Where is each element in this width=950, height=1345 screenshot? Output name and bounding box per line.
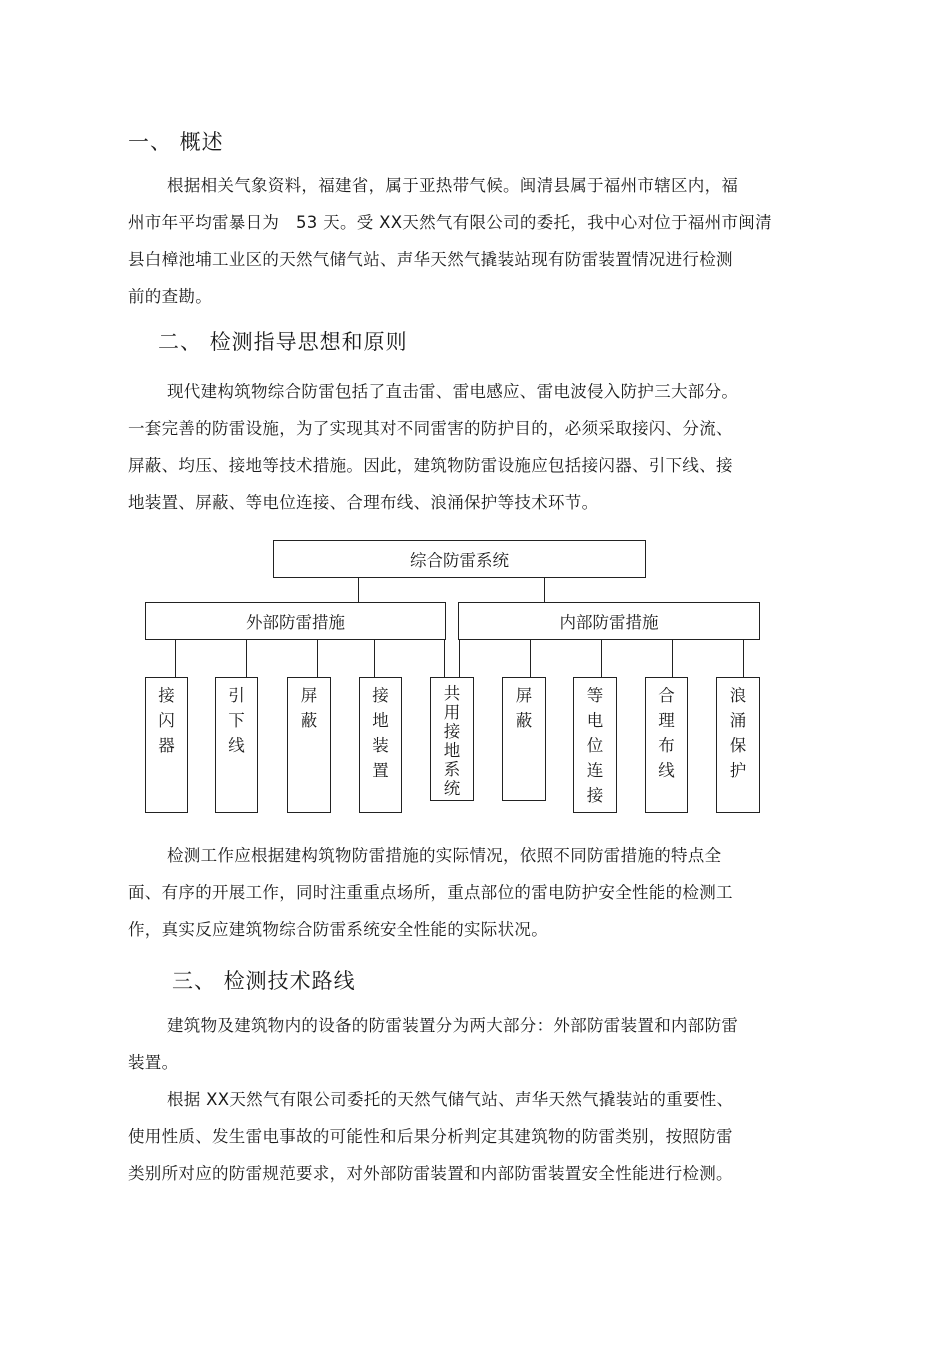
- diagram-leaf-common-grounding: 共 用 接 地 系 统: [430, 677, 474, 801]
- diagram-leaf-surge-protection: 浪 涌 保 护: [716, 677, 760, 813]
- connector: [743, 640, 744, 677]
- connector: [530, 640, 531, 677]
- diagram-leaf-down-conductor: 引 下 线: [215, 677, 258, 813]
- diagram-leaf-wiring: 合 理 布 线: [645, 677, 688, 813]
- diagram-leaf-air-terminal: 接 闪 器: [145, 677, 188, 813]
- connector: [317, 640, 318, 677]
- paragraph-line: 类别所对应的防雷规范要求，对外部防雷装置和内部防雷装置安全性能进行检测。: [128, 1164, 733, 1183]
- connector: [672, 640, 673, 677]
- paragraph-line: 屏蔽、均压、接地等技术措施。因此，建筑物防雷设施应包括接闪器、引下线、接: [128, 456, 733, 475]
- connector: [601, 640, 602, 677]
- connector: [246, 640, 247, 677]
- paragraph-line: 面、有序的开展工作，同时注重重点场所，重点部位的雷电防护安全性能的检测工: [128, 883, 733, 902]
- paragraph-line: 使用性质、发生雷电事故的可能性和后果分析判定其建筑物的防雷类别，按照防雷: [128, 1127, 733, 1146]
- paragraph-line: 现代建构筑物综合防雷包括了直击雷、雷电感应、雷电波侵入防护三大部分。: [167, 382, 739, 401]
- section-heading-overview: 一、 概述: [128, 130, 224, 154]
- connector: [459, 640, 460, 677]
- diagram-leaf-shielding-external: 屏 蔽: [287, 677, 331, 813]
- diagram-internal-box: 内部防雷措施: [458, 602, 760, 640]
- connector: [175, 640, 176, 677]
- paragraph-line: 县白樟池埔工业区的天然气储气站、声华天然气撬装站现有防雷装置情况进行检测: [128, 250, 733, 269]
- diagram-root-box: 综合防雷系统: [273, 540, 646, 578]
- paragraph-line: 作，真实反应建筑物综合防雷系统安全性能的实际状况。: [128, 920, 548, 939]
- paragraph-line: 前的查勘。: [128, 287, 212, 306]
- connector: [444, 640, 445, 677]
- diagram-leaf-equipotential-bonding: 等 电 位 连 接: [573, 677, 617, 813]
- paragraph-line: 装置。: [128, 1053, 179, 1072]
- connector: [544, 578, 545, 603]
- paragraph-line: 地装置、屏蔽、等电位连接、合理布线、浪涌保护等技术环节。: [128, 493, 599, 512]
- section-heading-principles: 二、 检测指导思想和原则: [158, 330, 408, 354]
- diagram-external-box: 外部防雷措施: [145, 602, 446, 640]
- paragraph-line: 检测工作应根据建构筑物防雷措施的实际情况，依照不同防雷措施的特点全: [167, 846, 722, 865]
- diagram-leaf-grounding-device: 接 地 装 置: [359, 677, 402, 813]
- section-heading-technical-route: 三、 检测技术路线: [172, 969, 356, 993]
- paragraph-line: 根据相关气象资料，福建省，属于亚热带气候。闽清县属于福州市辖区内，福: [167, 176, 739, 195]
- connector: [374, 640, 375, 677]
- diagram-leaf-shielding-internal: 屏 蔽: [502, 677, 546, 801]
- paragraph-line: 建筑物及建筑物内的设备的防雷装置分为两大部分：外部防雷装置和内部防雷: [167, 1016, 739, 1035]
- paragraph-line: 一套完善的防雷设施，为了实现其对不同雷害的防护目的，必须采取接闪、分流、: [128, 419, 733, 438]
- paragraph-line: 根据 XX天然气有限公司委托的天然气储气站、声华天然气撬装站的重要性、: [167, 1090, 734, 1109]
- paragraph-line: 州市年平均雷暴日为 53 天。受 XX天然气有限公司的委托，我中心对位于福州市闽清: [128, 213, 772, 232]
- connector: [358, 578, 359, 603]
